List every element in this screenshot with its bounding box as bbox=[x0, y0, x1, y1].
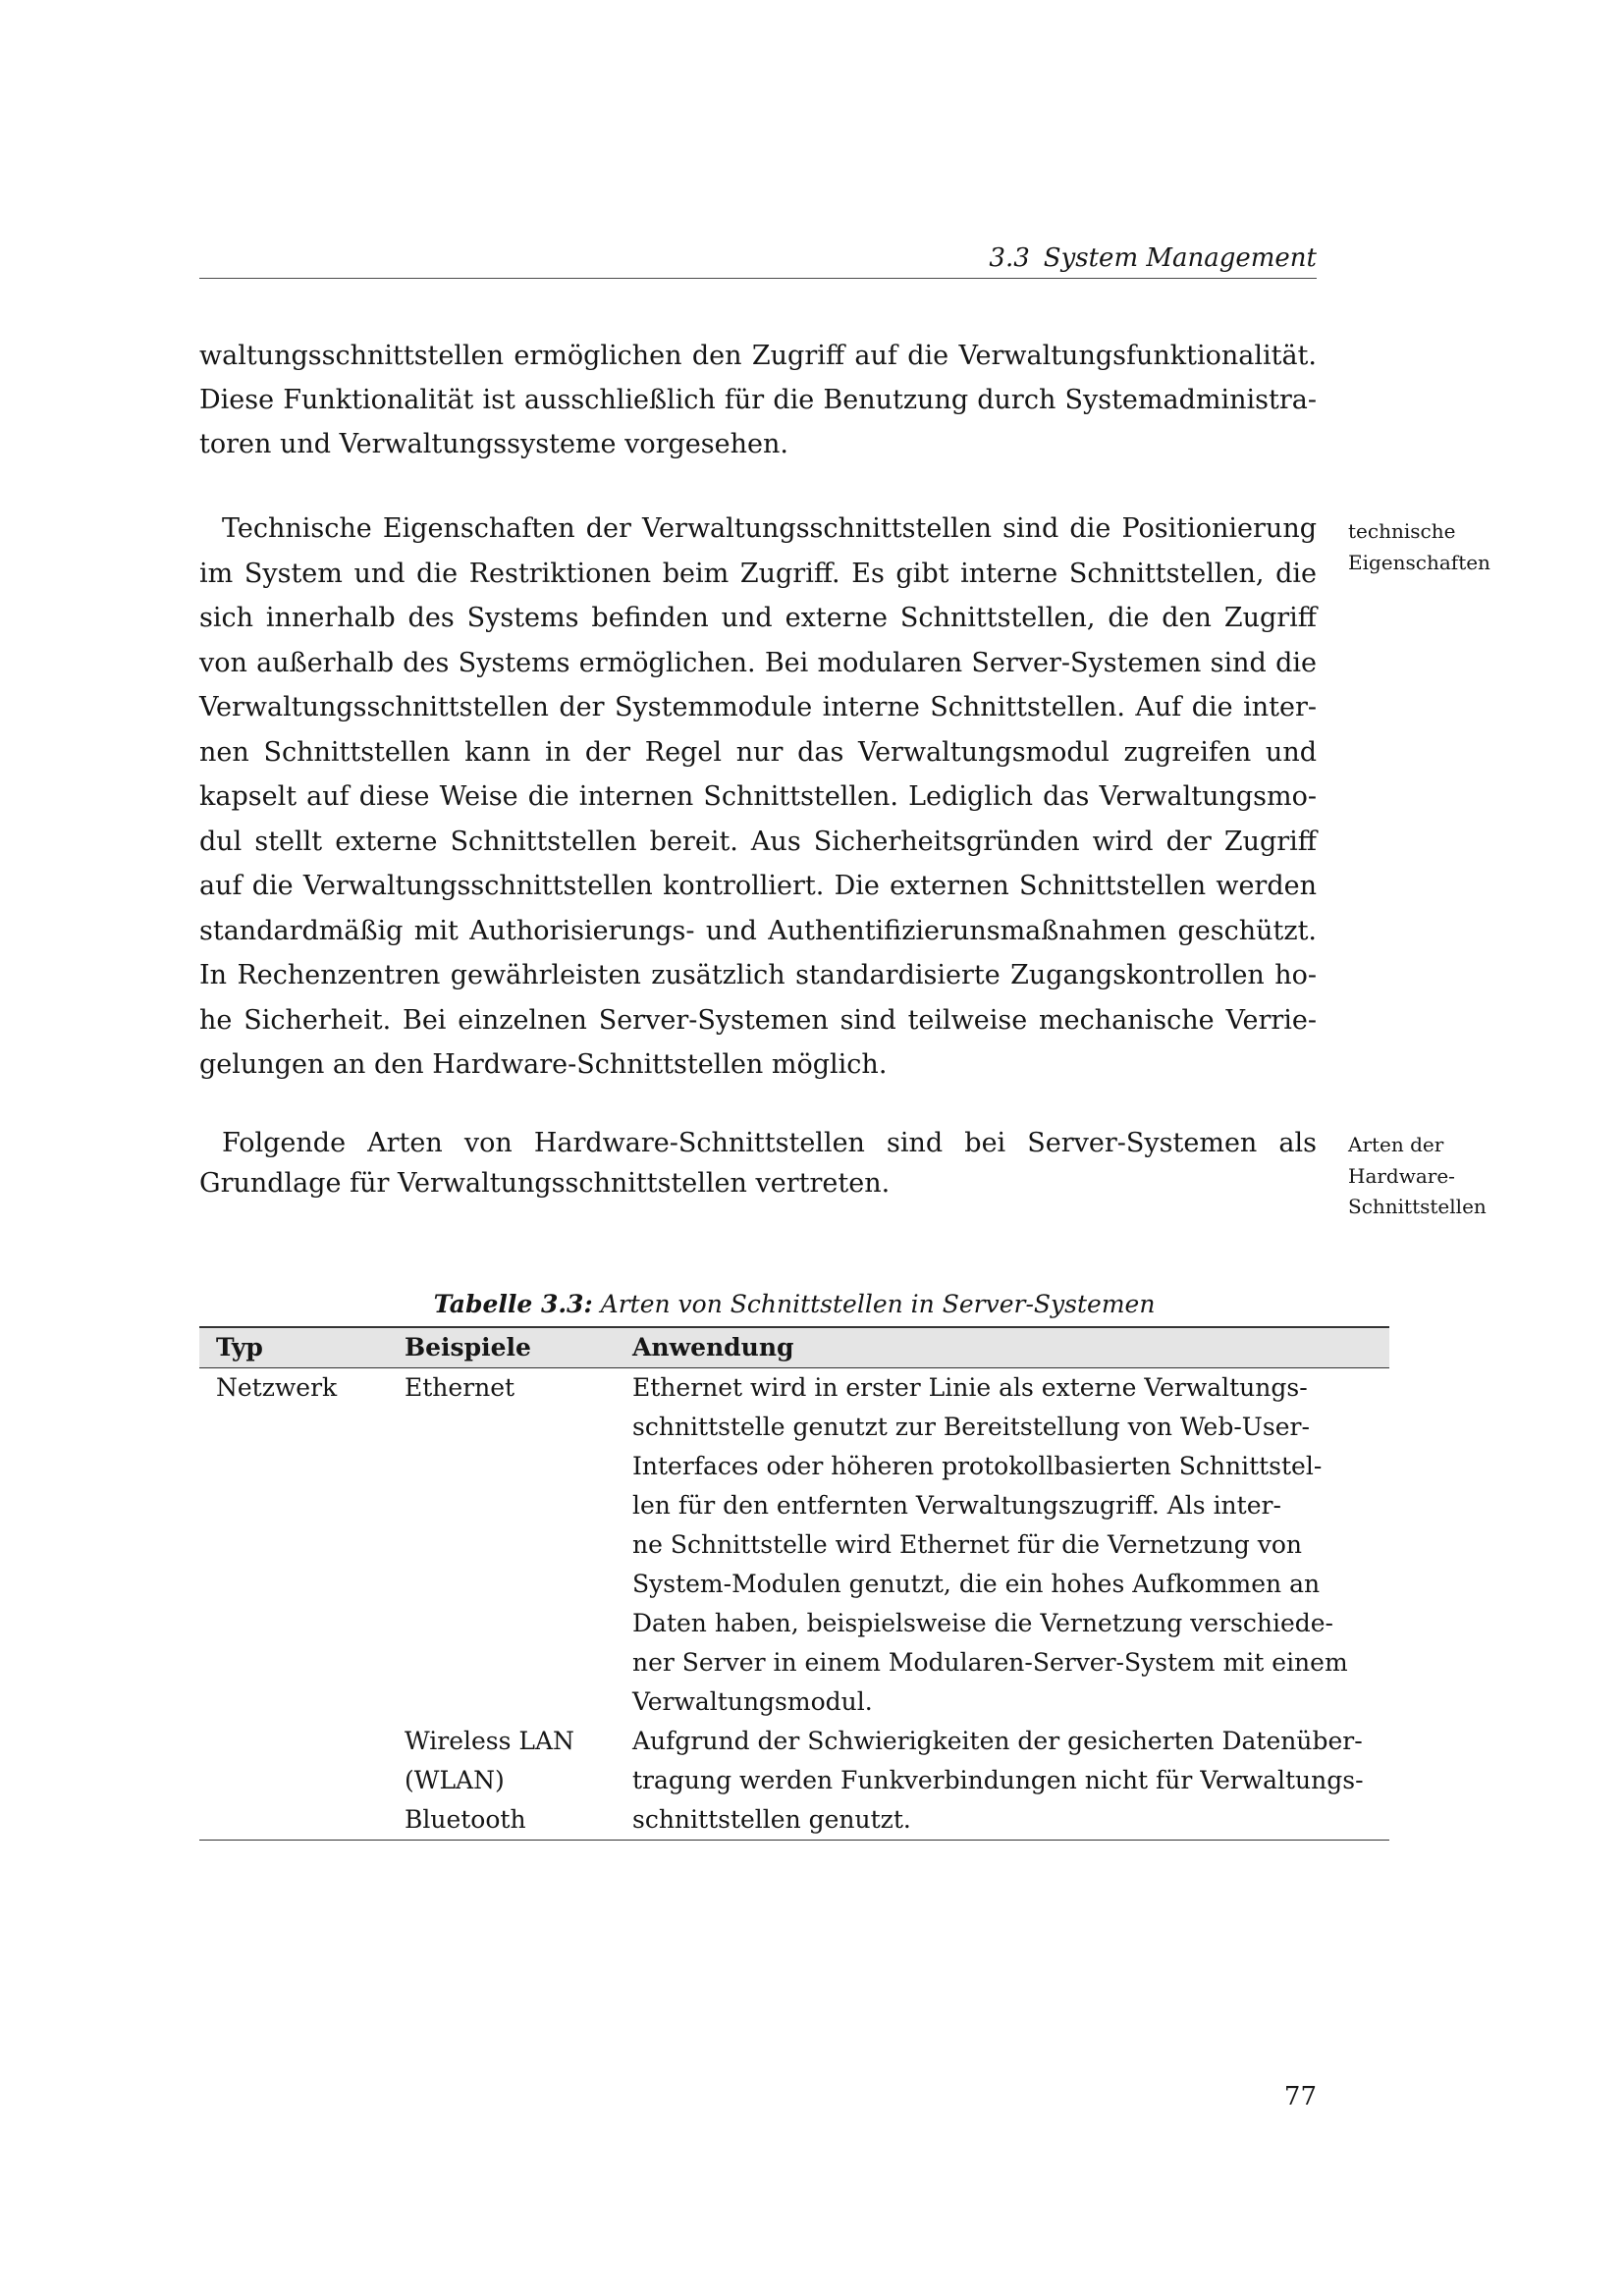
column-header-beispiele: Beispiele bbox=[405, 1333, 531, 1362]
table-cell-beispiele bbox=[405, 1722, 632, 1840]
paragraph-1 bbox=[199, 334, 1317, 467]
cell-line: tragung werden Funkverbindungen nicht für Verwaltungs- bbox=[632, 1766, 1364, 1794]
column-header-typ: Typ bbox=[216, 1333, 263, 1362]
table-caption-label: Tabelle 3.3: bbox=[433, 1290, 593, 1318]
paragraph-line: Grundlage für Verwaltungsschnittstellen vertreten. bbox=[199, 1167, 891, 1199]
paragraph-line: Folgende Arten von Hardware-Schnittstellen sind bei Server-Systemen als bbox=[222, 1128, 1317, 1158]
paragraph-line: Diese Funktionalität ist ausschließlich für die Benutzung durch Systemadministra- bbox=[199, 385, 1317, 416]
paragraph-line: waltungsschnittstellen ermöglichen den Zugriff auf die Verwaltungsfunktionalität. bbox=[199, 341, 1317, 371]
margin-note-line: Schnittstellen bbox=[1348, 1195, 1487, 1218]
table-caption-text: Arten von Schnittstellen in Server-Systemen bbox=[600, 1290, 1156, 1318]
paragraph-line: kapselt auf diese Weise die internen Schnittstellen. Lediglich das Verwaltungsmo- bbox=[199, 781, 1317, 812]
header-rule bbox=[199, 278, 1317, 279]
cell-line: Netzwerk bbox=[216, 1373, 338, 1402]
cell-line: Daten haben, beispielsweise die Vernetzung verschiede- bbox=[632, 1609, 1333, 1637]
paragraph-line: von außerhalb des Systems ermöglichen. Bei modularen Server-Systemen sind die bbox=[199, 647, 1317, 678]
table-cell-typ bbox=[199, 1368, 405, 1722]
paragraph-line: Technische Eigenschaften der Verwaltungsschnittstellen sind die Positionierung bbox=[222, 513, 1317, 544]
cell-line: schnittstellen genutzt. bbox=[632, 1805, 911, 1834]
paragraph-line: toren und Verwaltungssysteme vorgesehen. bbox=[199, 429, 788, 460]
table-row bbox=[199, 1722, 1389, 1840]
table-cell-beispiele bbox=[405, 1368, 632, 1722]
cell-line: Aufgrund der Schwierigkeiten der gesicherten Datenüber- bbox=[632, 1727, 1363, 1755]
paragraph-line: dul stellt externe Schnittstellen bereit. Aus Sicherheitsgründen wird der Zugriff bbox=[199, 826, 1317, 857]
cell-line: System-Modulen genutzt, die ein hohes Aufkommen an bbox=[632, 1570, 1321, 1598]
margin-note-line: Hardware- bbox=[1348, 1163, 1455, 1188]
paragraph-line: gelungen an den Hardware-Schnittstellen möglich. bbox=[199, 1049, 888, 1080]
cell-line: Interfaces oder höheren protokollbasierten Schnittstel- bbox=[632, 1452, 1323, 1480]
cell-line: Ethernet wird in erster Linie als externe Verwaltungs- bbox=[632, 1373, 1308, 1402]
table-header-row bbox=[199, 1326, 1389, 1368]
cell-line: ne Schnittstelle wird Ethernet für die Vernetzung von bbox=[632, 1530, 1303, 1559]
table-cell-anwendung bbox=[632, 1722, 1389, 1840]
paragraph-line: Verwaltungsschnittstellen der Systemmodule interne Schnittstellen. Auf die inter- bbox=[199, 692, 1317, 722]
paragraph-3 bbox=[199, 1124, 1317, 1203]
paragraph-line: im System und die Restriktionen beim Zugriff. Es gibt interne Schnittstellen, die bbox=[199, 558, 1317, 589]
running-header bbox=[199, 241, 1317, 275]
margin-note-technical-properties bbox=[1348, 515, 1603, 578]
column-header-anwendung: Anwendung bbox=[632, 1333, 794, 1362]
margin-note-line: Arten der bbox=[1348, 1133, 1444, 1156]
table-row bbox=[199, 1368, 1389, 1722]
cell-line: Verwaltungsmodul. bbox=[632, 1687, 873, 1716]
paragraph-line: auf die Verwaltungsschnittstellen kontrolliert. Die externen Schnittstellen werden bbox=[199, 871, 1317, 901]
margin-note-hardware-interfaces bbox=[1348, 1130, 1603, 1223]
paragraph-line: standardmäßig mit Authorisierungs- und Authentifizierunsmaßnahmen geschützt. bbox=[199, 915, 1317, 946]
cell-line: (WLAN) bbox=[405, 1766, 505, 1794]
paragraph-line: he Sicherheit. Bei einzelnen Server-Systemen sind teilweise mechanische Verrie- bbox=[199, 1004, 1317, 1036]
cell-line: len für den entfernten Verwaltungszugriff. Als inter- bbox=[632, 1491, 1281, 1520]
section-title: System Management bbox=[1043, 243, 1317, 273]
paragraph-2 bbox=[199, 507, 1317, 1088]
table-bottom-rule bbox=[199, 1840, 1389, 1841]
table-caption bbox=[199, 1287, 1389, 1322]
margin-note-line: Eigenschaften bbox=[1348, 551, 1490, 574]
paragraph-line: In Rechenzentren gewährleisten zusätzlich standardisierte Zugangskontrollen ho- bbox=[199, 960, 1317, 990]
table-cell-typ bbox=[199, 1722, 405, 1840]
cell-line: Bluetooth bbox=[405, 1805, 526, 1834]
interfaces-table bbox=[199, 1326, 1389, 1841]
section-number: 3.3 bbox=[989, 243, 1030, 273]
cell-line: schnittstelle genutzt zur Bereitstellung von Web-User- bbox=[632, 1413, 1310, 1441]
paragraph-line: sich innerhalb des Systems befinden und externe Schnittstellen, die den Zugriff bbox=[199, 603, 1317, 633]
cell-line: ner Server in einem Modularen-Server-System mit einem bbox=[632, 1648, 1348, 1677]
cell-line: Wireless LAN bbox=[405, 1727, 574, 1755]
paragraph-line: nen Schnittstellen kann in der Regel nur das Verwaltungsmodul zugreifen und bbox=[199, 736, 1317, 768]
page-number: 77 bbox=[1283, 2082, 1317, 2111]
margin-note-line: technische bbox=[1348, 519, 1456, 543]
cell-line: Ethernet bbox=[405, 1373, 515, 1402]
table-cell-anwendung bbox=[632, 1368, 1389, 1722]
